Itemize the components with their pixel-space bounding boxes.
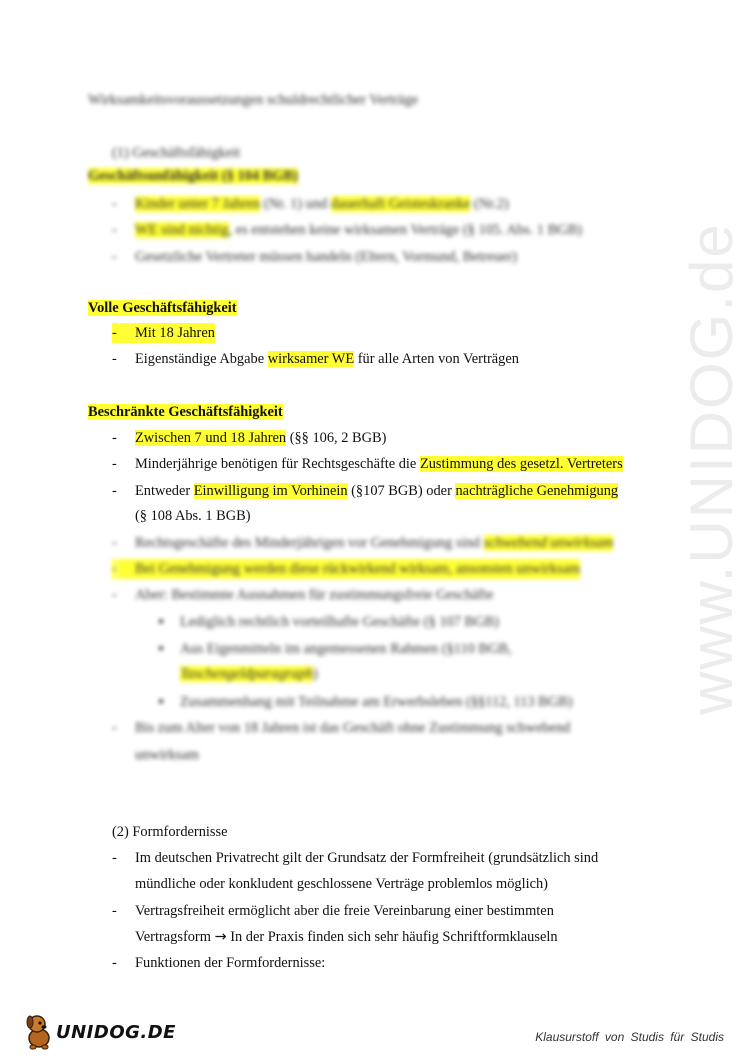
beschr-bullet-7-cont: unwirksam xyxy=(135,747,199,763)
watermark-text: www.UNIDOG.de xyxy=(678,222,745,715)
sub-bullet-2-cont: Taschengeldparagraph) xyxy=(180,666,318,682)
doc-title: Wirksamkeitsvoraussetzungen schuldrechtlicher Verträge xyxy=(88,92,419,108)
arrow-icon: → xyxy=(214,929,227,945)
unidog-logo xyxy=(22,1012,176,1052)
section-1-heading: (1) Geschäftsfähigkeit xyxy=(112,145,241,161)
footer-tagline: Klausurstoff von Studis für Studis xyxy=(535,1030,724,1044)
voll-heading: Volle Geschäftsfähigkeit xyxy=(88,300,237,316)
unfaehigkeit-heading: Geschäftsunfähigkeit (§ 104 BGB) xyxy=(88,168,298,184)
logo-text: UNIDOG.DE xyxy=(56,1022,176,1043)
section-2-heading: (2) Formfordernisse xyxy=(112,824,228,840)
document-page: Wirksamkeitsvoraussetzungen schuldrechtlicher Verträge (1) Geschäftsfähigkeit Geschäftsunfähigkeit (§ 104 BGB) - Kinder unter 7 Jahren (Nr. 1) und dauerhaft Geisteskranke (Nr.2) - WE sind nichtig, es entstehen keine wirksamen Verträge (§ 105. Abs. 1 BGB) - Gesetzliche Vertreter müssen handeln (Eltern, Vormund, Betreuer) Volle Geschäftsfähigkeit - Mit 18 Jahren - Eigenständige Abgabe wirksamer WE für alle Arten von Verträgen Beschränkte Geschäftsfähigkeit - Zwischen 7 und 18 Jahren (§§ 106, 2 BGB) - Minderjährige benötigen für Rechtsgeschäfte die Zustimmung des gesetzl. Vertreters - Entweder Einwilligung im Vorhinein (§107 BGB) oder nachträgliche Genehmigung (§ 108 Abs. 1 BGB) - Rechtsgeschäfte des Minderjährigen vor Genehmigung sind schwebend unwirksam - Bei Genehmigung werden diese rückwirkend wirksam, ansonsten unwirksam - Aber: Bestimmte Ausnahmen für zustimmungsfreie Geschäfte ● Lediglich rechtlich vorteilhafte Geschäfte (§ 107 BGB) ● Aus Eigenmitteln im angemessenen Rahmen (§110 BGB, Taschengeldparagraph) ● Zusammenhang mit Teilnahme am Erwerbsleben (§§112, 113 BGB) - Bis zum Alter von 18 Jahren ist das Geschäft ohne Zustimmung schwebend unwirksam (2) Formfordernisse - Im deutschen Privatrecht gilt der Grundsatz der Formfreiheit (grundsätzlich sind mündliche oder konkludent geschlossene Verträge problemlos möglich) - Vertragsfreiheit ermöglicht aber die freie Vereinbarung einer bestimmten Vertragsform → In der Praxis finden sich sehr häufig Schriftformklauseln - Funktionen der Formfordernisse: www.UNIDOG.de UNIDOG.DE Klausurstoff von Studis für Studis xyxy=(0,0,750,1060)
form-bullet-1-cont: mündliche oder konkludent geschlossene Verträge problemlos möglich) xyxy=(135,876,548,892)
beschraenkt-heading: Beschränkte Geschäftsfähigkeit xyxy=(88,404,283,420)
beschr-bullet-3-cont: (§ 108 Abs. 1 BGB) xyxy=(135,508,251,524)
dog-mascot-icon xyxy=(22,1012,56,1050)
form-bullet-2-cont: Vertragsform → In der Praxis finden sich sehr häufig Schriftformklauseln xyxy=(135,929,558,945)
